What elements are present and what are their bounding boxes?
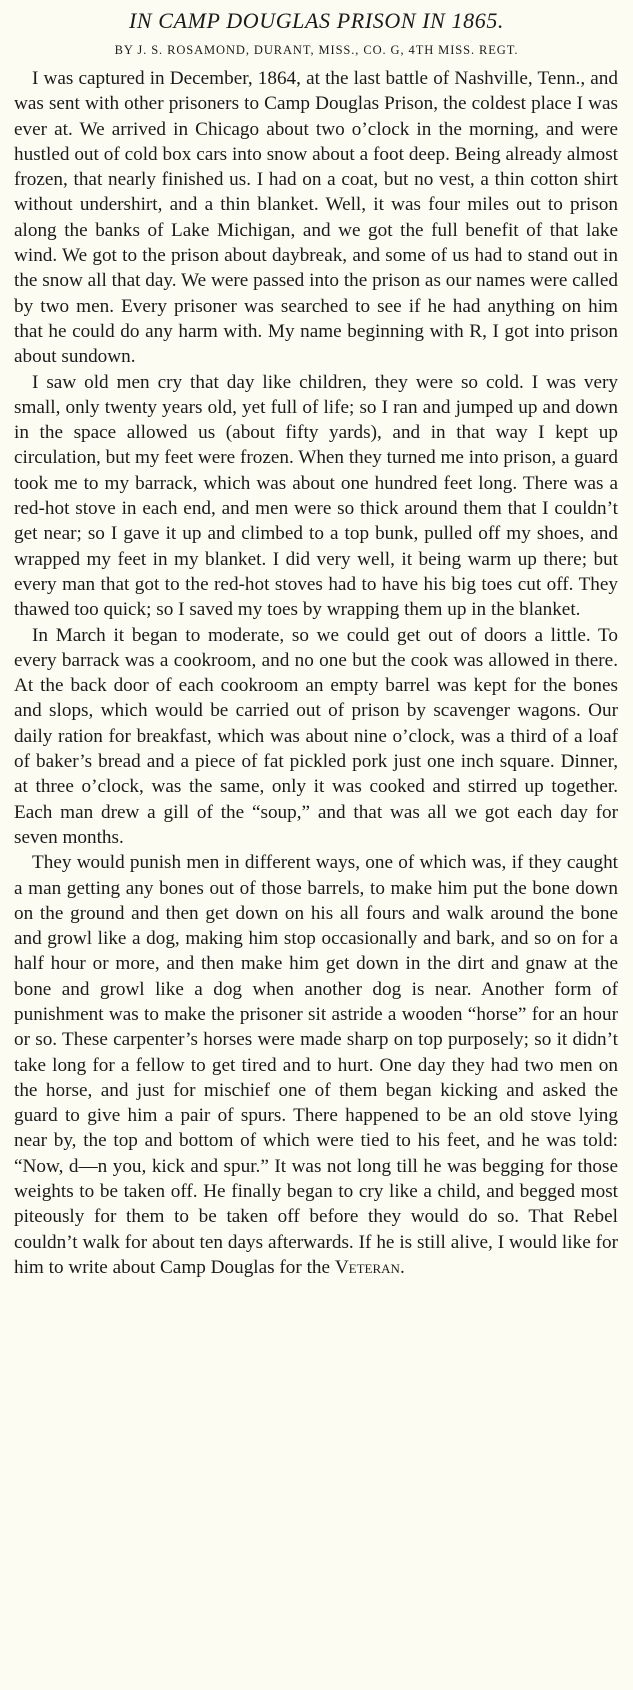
paragraph-4-text: They would punish men in different ways, one of which was, if they caught a man getting any bones out of those barrels, to make him put the bone down on the ground and then get down on his all fours and walk around the bone and growl like a dog, making him stop occasionally and bark, and so on for a half hour or more, and then make him get down in the dirt and gnaw at the bone and growl like a dog when another dog is near. Another form of punishment was to make the prisoner sit astride a wooden “horse” for an hour or so. These carpenter’s horses were made sharp on top purposely; so it didn’t take long for a fellow to get tired and to hurt. One day they had two men on the horse, and just for mischief one of them began kicking and asked the guard to give him a pair of spurs. There happened to be an old stove lying near by, the top and bottom of which were tied to his feet, and he was told: “Now, d—n you, kick and spur.” It was not long till he was begging for those weights to be taken off. He finally began to cry like a child, and begged most piteously for them to be taken off before they would do so. That Rebel couldn’t walk for about ten days afterwards. If he is still alive, I would like for him to write about Camp Douglas for the <box>14 852 618 1278</box>
paragraph-2: I saw old men cry that day like children, they were so cold. I was very small, only twenty years old, yet full of life; so I ran and jumped up and down in the space allowed us (about fifty yards), and in that way I kept up circulation, but my feet were frozen. When they turned me into prison, a guard took me to my barrack, which was about one hundred feet long. There was a red-hot stove in each end, and men were so thick around them that I couldn’t get near; so I gave it up and climbed to a top bunk, pulled off my shoes, and wrapped my feet in my blanket. I did very well, it being warm up there; but every man that got to the red-hot stoves had to have his big toes cut off. They thawed too quick; so I saved my toes by wrapping them up in the blanket. <box>14 371 618 621</box>
article-byline: BY J. S. ROSAMOND, DURANT, MISS., CO. G, 4TH MISS. REGT. <box>114 43 519 57</box>
paragraph-3: In March it began to moderate, so we could get out of doors a little. To every barrack was a cookroom, and no one but the cook was allowed in there. At the back door of each cookroom an empty barrel was kept for the bones and slops, which would be carried out of prison by scavenger wagons. Our daily ration for breakfast, which was about nine o’clock, was a third of a loaf of baker’s bread and a piece of fat pickled pork just one inch square. Dinner, at three o’clock, was the same, only it was cooked and stirred up together. Each man drew a gill of the “soup,” and that was all we got each day for seven months. <box>14 624 618 848</box>
publication-name: Veteran <box>334 1256 400 1278</box>
article-body <box>14 66 618 1280</box>
paragraph-1: I was captured in December, 1864, at the last battle of Nashville, Tenn., and was sent with other prisoners to Camp Douglas Prison, the coldest place I was ever at. We arrived in Chicago about two o’clock in the morning, and were hustled out of cold box cars into snow about a foot deep. Being already almost frozen, that nearly finished us. I had on a coat, but no vest, a thin cotton shirt without undershirt, and a thin blanket. Well, it was four miles out to prison along the banks of Lake Michigan, and we got the full benefit of that lake wind. We got to the prison about daybreak, and some of us had to stand out in the snow all that day. We were passed into the prison as our names were called by two men. Every prisoner was searched to see if he had anything on him that he could do any harm with. My name beginning with R, I got into prison about sundown. <box>14 68 618 368</box>
closing-period: . <box>399 1256 405 1278</box>
article-title: IN CAMP DOUGLAS PRISON IN 1865. <box>128 8 505 33</box>
paragraph-4 <box>14 850 618 1280</box>
